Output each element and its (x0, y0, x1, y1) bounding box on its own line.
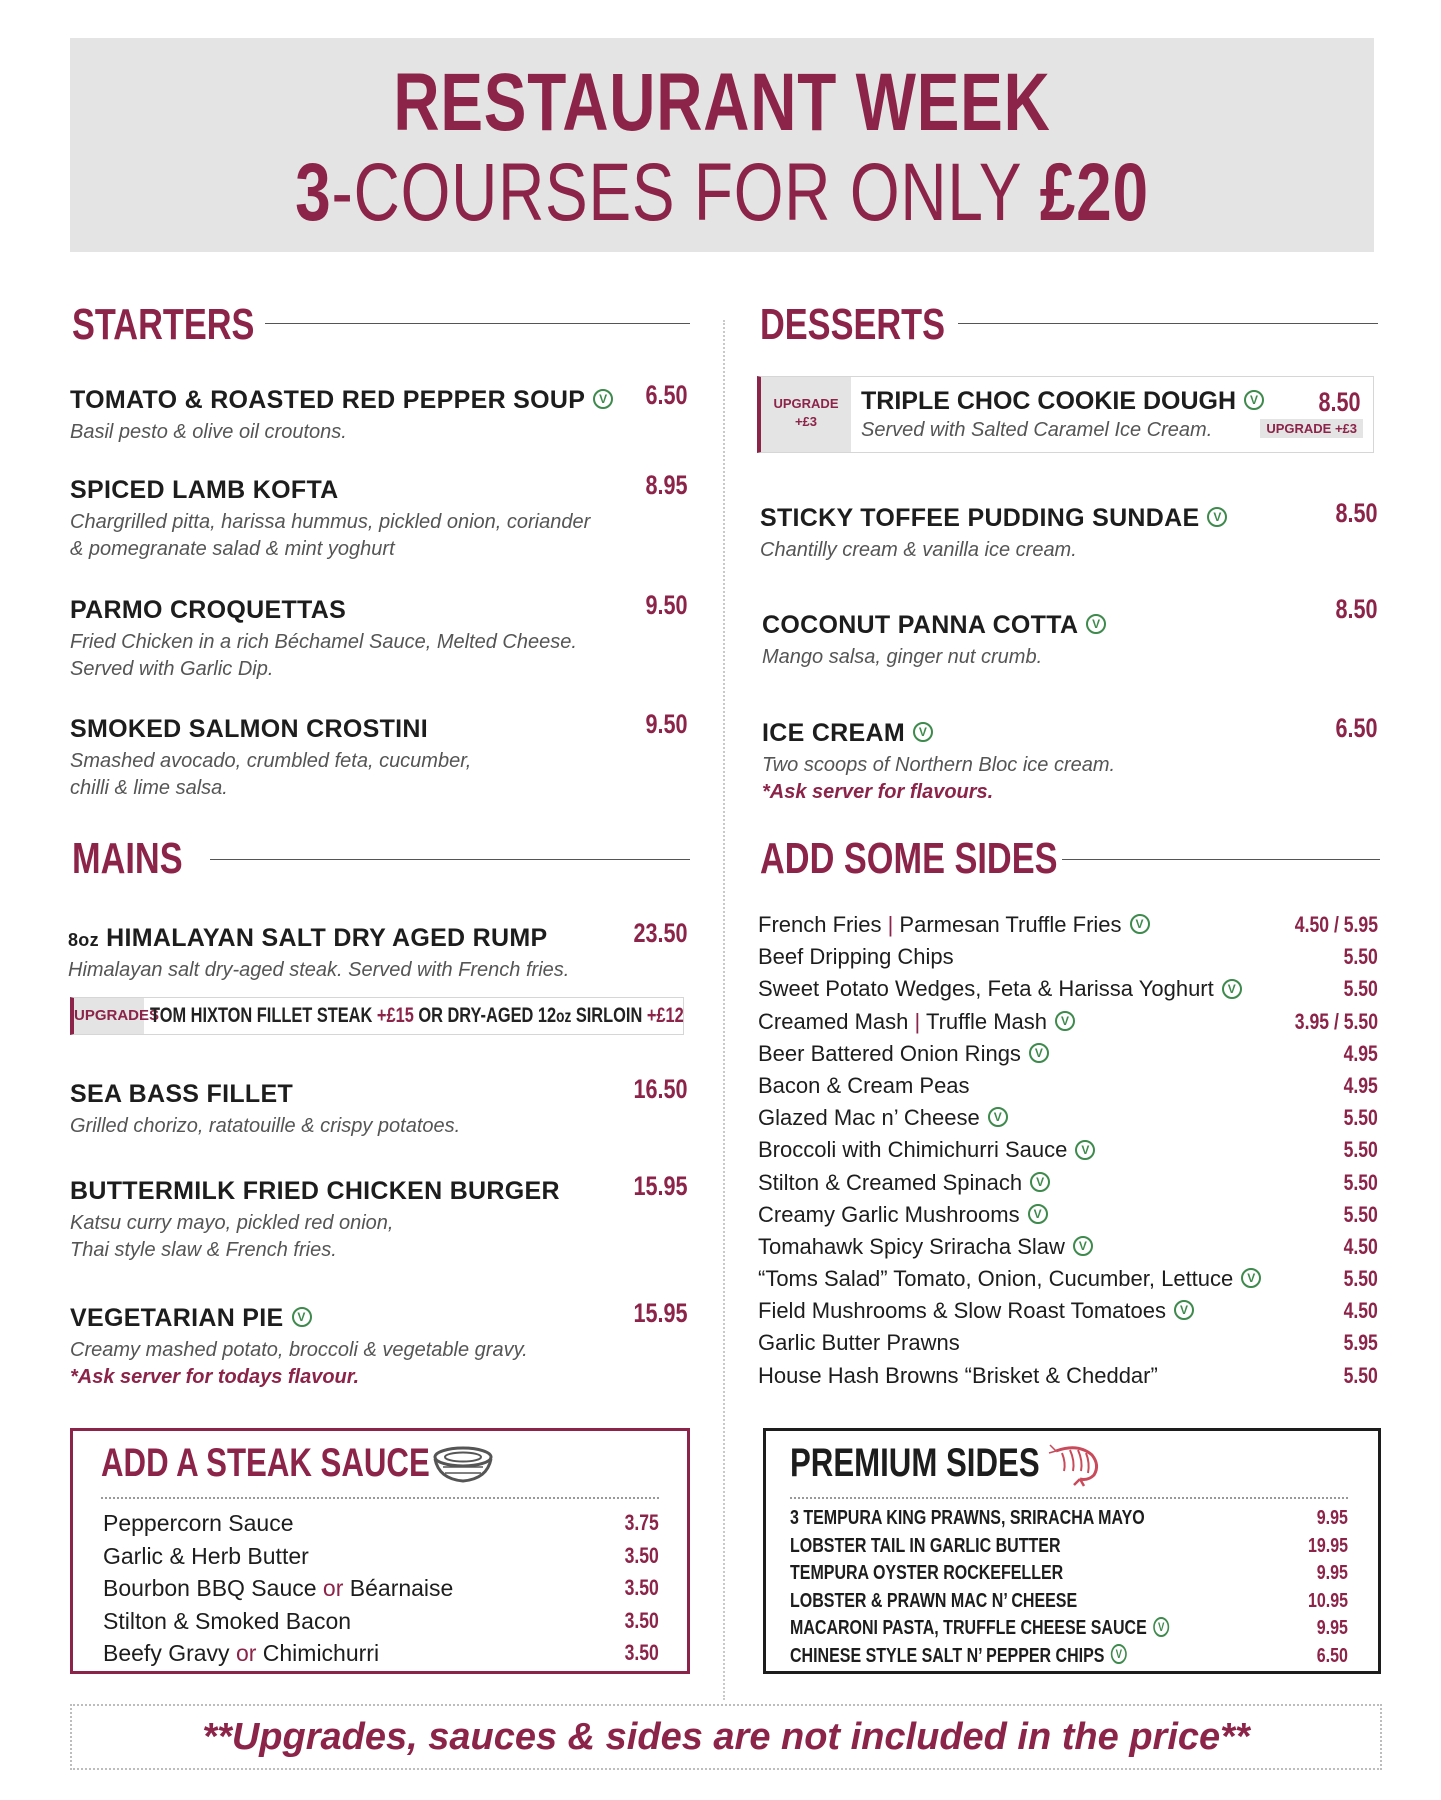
premium-sides-heading: PREMIUM SIDES (790, 1441, 1040, 1485)
vegetarian-icon: V (1028, 1204, 1048, 1224)
dessert-price: 8.50 (1335, 498, 1378, 528)
sauce-item: Bourbon BBQ Sauce or Béarnaise 3.50 (103, 1575, 659, 1601)
side-item: Creamed Mash | Truffle Mash V 3.95 / 5.50 (758, 1008, 1378, 1034)
vegetarian-icon: V (1073, 1236, 1093, 1256)
upgrades-text: TOM HIXTON FILLET STEAK +£15 OR DRY-AGED 12oz SIRLOIN +£12 (150, 1004, 684, 1027)
vegetarian-icon: V (292, 1307, 312, 1327)
sauce-item: Beefy Gravy or Chimichurri 3.50 (103, 1640, 659, 1666)
side-item: Beer Battered Onion Rings V 4.95 (758, 1040, 1378, 1066)
vegetarian-icon: V (1222, 979, 1242, 999)
main-item: VEGETARIAN PIE V Creamy mashed potato, broccoli & vegetable gravy. *Ask server for todays flavour. (70, 1304, 528, 1388)
side-item: Tomahawk Spicy Sriracha Slaw V 4.50 (758, 1233, 1378, 1259)
mains-heading: MAINS (72, 834, 183, 883)
main-price: 16.50 (633, 1074, 688, 1104)
side-item: “Toms Salad” Tomato, Onion, Cucumber, Lettuce V 5.50 (758, 1266, 1378, 1292)
desserts-heading: DESSERTS (760, 300, 945, 349)
vegetarian-icon: V (1111, 1644, 1127, 1664)
steak-sauce-divider (101, 1497, 659, 1499)
side-item: Beef Dripping Chips 5.50 (758, 944, 1378, 970)
vegetarian-icon: V (1174, 1300, 1194, 1320)
starter-item: SPICED LAMB KOFTA Chargrilled pitta, harissa hummus, pickled onion, coriander & pomegranate salad & mint yoghurt (70, 476, 591, 560)
dessert-upgrade-item: UPGRADE +£3 TRIPLE CHOC COOKIE DOUGH V Served with Salted Caramel Ice Cream. 8.50 UPGRADE +£3 (757, 376, 1374, 453)
sauce-bowl-icon (431, 1443, 495, 1487)
vegetarian-icon: V (1241, 1268, 1261, 1288)
footer-disclaimer: **Upgrades, sauces & sides are not included in the price** (70, 1704, 1382, 1770)
dessert-item: COCONUT PANNA COTTA V Mango salsa, ginger nut crumb. (762, 611, 1106, 671)
main-item: 8oz HIMALAYAN SALT DRY AGED RUMP Himalayan salt dry-aged steak. Served with French fries. (68, 924, 570, 981)
upgrade-tag: UPGRADE +£3 (761, 377, 851, 452)
header-subtitle: 3-COURSES FOR ONLY £20 (295, 147, 1149, 238)
side-item: French Fries | Parmesan Truffle Fries V 4.50 / 5.95 (758, 912, 1378, 937)
sides-list (758, 910, 1378, 1393)
upgrades-tag: UPGRADES (74, 998, 144, 1034)
starter-price: 9.50 (645, 590, 688, 620)
premium-item: TEMPURA OYSTER ROCKEFELLER 9.95 (790, 1562, 1348, 1584)
main-item: BUTTERMILK FRIED CHICKEN BURGER Katsu curry mayo, pickled red onion, Thai style slaw & French fries. (70, 1177, 560, 1261)
premium-item: LOBSTER TAIL IN GARLIC BUTTER 19.95 (790, 1534, 1348, 1557)
desserts-rule (958, 323, 1378, 324)
sides-rule (1062, 859, 1380, 860)
sides-heading: ADD SOME SIDES (760, 834, 1058, 883)
main-price: 23.50 (633, 918, 688, 948)
mains-upgrades-box (70, 997, 684, 1035)
starter-item: SMOKED SALMON CROSTINI Smashed avocado, crumbled feta, cucumber, chilli & lime salsa. (70, 715, 472, 799)
premium-item: 3 TEMPURA KING PRAWNS, SRIRACHA MAYO 9.95 (790, 1507, 1348, 1529)
dessert-price: 6.50 (1335, 713, 1378, 743)
side-item: Bacon & Cream Peas 4.95 (758, 1072, 1378, 1098)
side-item: Creamy Garlic Mushrooms V 5.50 (758, 1201, 1378, 1227)
starter-item: PARMO CROQUETTAS Fried Chicken in a rich Béchamel Sauce, Melted Cheese. Served with Garlic Dip. (70, 596, 577, 680)
starter-price: 6.50 (645, 380, 688, 410)
header-banner (70, 38, 1374, 252)
steak-sauce-heading: ADD A STEAK SAUCE (101, 1441, 430, 1485)
side-item: Glazed Mac n’ Cheese V 5.50 (758, 1105, 1378, 1131)
starter-price: 8.95 (645, 470, 688, 500)
prawn-icon (1048, 1441, 1104, 1487)
vegetarian-icon: V (1207, 507, 1227, 527)
side-item: Broccoli with Chimichurri Sauce V 5.50 (758, 1137, 1378, 1163)
premium-item: CHINESE STYLE SALT N’ PEPPER CHIPS V 6.50 (790, 1644, 1348, 1667)
main-price: 15.95 (633, 1171, 688, 1201)
header-title: RESTAURANT WEEK (393, 57, 1051, 148)
vegetarian-icon: V (593, 389, 613, 409)
dessert-item: STICKY TOFFEE PUDDING SUNDAE V Chantilly cream & vanilla ice cream. (760, 504, 1227, 564)
premium-item: MACARONI PASTA, TRUFFLE CHEESE SAUCE V 9.95 (790, 1617, 1348, 1639)
vegetarian-icon: V (1153, 1617, 1169, 1637)
side-item: Sweet Potato Wedges, Feta & Harissa Yoghurt V 5.50 (758, 976, 1378, 1002)
starter-price: 9.50 (645, 709, 688, 739)
side-item: Stilton & Creamed Spinach V 5.50 (758, 1169, 1378, 1195)
main-price: 15.95 (633, 1298, 688, 1328)
vegetarian-icon: V (913, 722, 933, 742)
mains-rule (210, 859, 690, 860)
dessert-item: ICE CREAM V Two scoops of Northern Bloc ice cream. *Ask server for flavours. (762, 719, 1116, 803)
vegetarian-icon: V (1030, 1172, 1050, 1192)
vegetarian-icon: V (1075, 1140, 1095, 1160)
vegetarian-icon: V (1055, 1011, 1075, 1031)
vegetarian-icon: V (1130, 914, 1150, 934)
sauce-item: Stilton & Smoked Bacon 3.50 (103, 1607, 659, 1634)
steak-sauce-box (70, 1428, 690, 1674)
sauce-item: Peppercorn Sauce 3.75 (103, 1510, 659, 1536)
premium-sides-divider (790, 1497, 1348, 1499)
side-item: House Hash Browns “Brisket & Cheddar” 5.50 (758, 1362, 1378, 1388)
sauce-item: Garlic & Herb Butter 3.50 (103, 1542, 659, 1569)
column-divider (723, 320, 725, 1700)
vegetarian-icon: V (1086, 614, 1106, 634)
vegetarian-icon: V (988, 1107, 1008, 1127)
premium-sides-box (763, 1428, 1381, 1674)
side-item: Garlic Butter Prawns 5.95 (758, 1330, 1378, 1356)
vegetarian-icon: V (1244, 390, 1264, 410)
starter-item: TOMATO & ROASTED RED PEPPER SOUP V Basil pesto & olive oil croutons. (70, 386, 613, 446)
vegetarian-icon: V (1029, 1043, 1049, 1063)
starters-rule (265, 323, 690, 324)
upgrade-mini-badge: UPGRADE +£3 (1260, 419, 1363, 438)
dessert-price: 8.50 (1318, 387, 1361, 417)
side-item: Field Mushrooms & Slow Roast Tomatoes V 4.50 (758, 1298, 1378, 1324)
dessert-price: 8.50 (1335, 594, 1378, 624)
main-item: SEA BASS FILLET Grilled chorizo, ratatouille & crispy potatoes. (70, 1080, 461, 1137)
premium-item: LOBSTER & PRAWN MAC N’ CHEESE 10.95 (790, 1589, 1348, 1612)
starters-heading: STARTERS (72, 300, 255, 349)
